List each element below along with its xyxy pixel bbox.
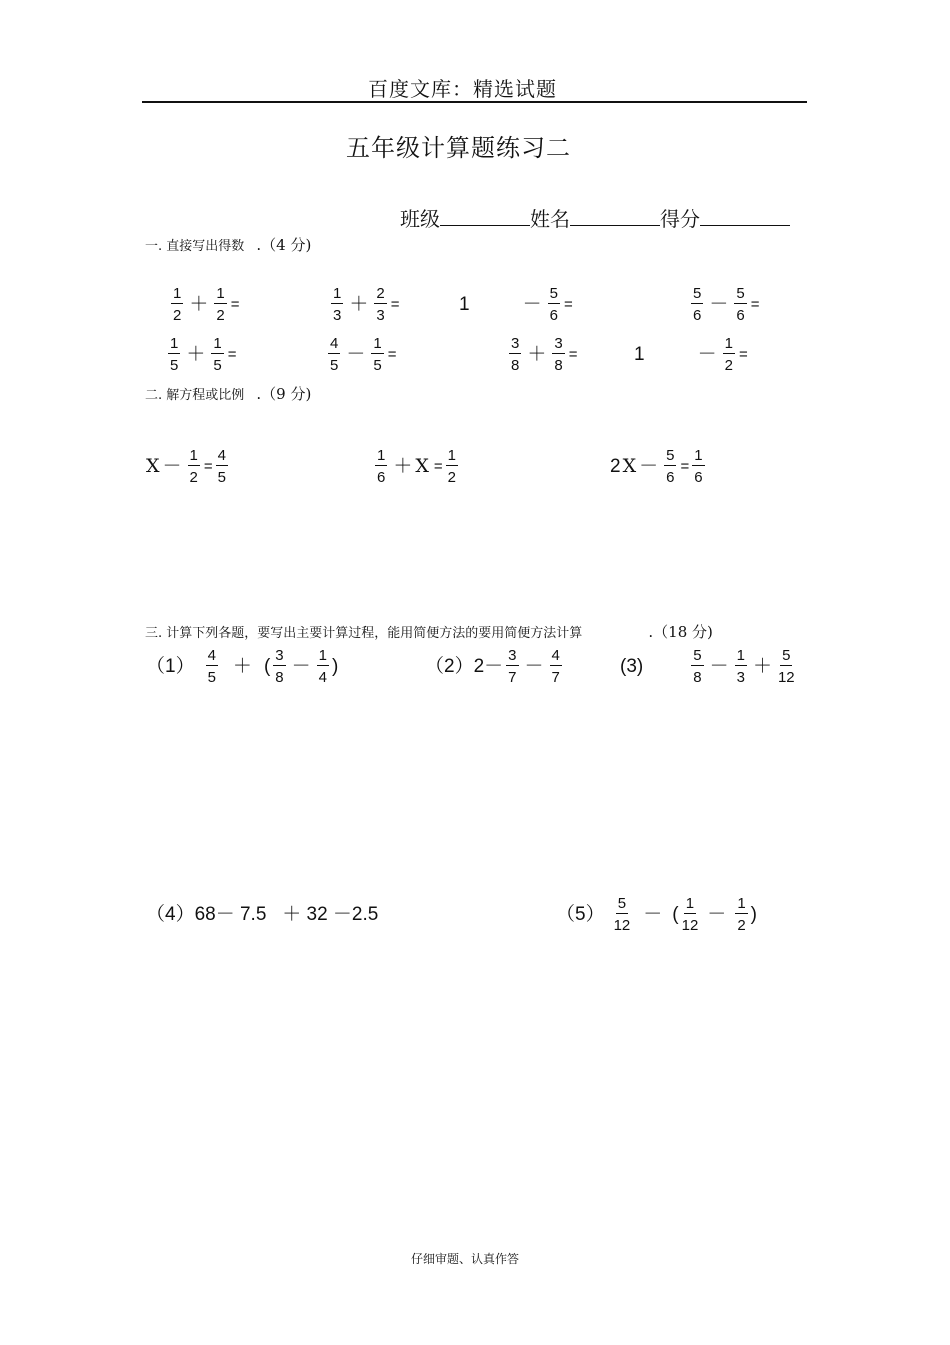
problem-3-1: （1） 4 5 ＋ ( 3 8 － 1 4 ) [146,647,339,686]
equation-2-3: 2 X － $\frac{5}{6}$ = $\frac{1}{6}$ [610,447,703,486]
section-1-heading [145,234,311,255]
name-blank [570,205,660,226]
problem-3-5: （5） 5 12 － ( 1 12 － 1 2 ) [556,895,757,934]
page-header: 百度文库：精选试题 [368,77,557,101]
name-label: 姓名 [530,207,570,231]
problem-1-3: 1 － $\frac{5}{6}$ = [459,285,573,324]
problem-1-2: 1 3 ＋ $\frac{2}{3}$ = [333,285,400,324]
problem-1-8: 1 － $\frac{1}{2}$ = [634,335,748,374]
class-label: 班级 [400,207,440,231]
equation-2-2: 1 6 ＋ X = $\frac{1}{2}$ [377,447,456,486]
section-label: 一. 直接写出得数 [145,239,245,254]
problem-3-4: （4） 68－ 7.5 ＋ 32 －2.5 [146,904,379,925]
problem-1-6: 4 5 － $\frac{1}{5}$ = [330,335,397,374]
section-3-heading [145,621,713,642]
score-blank [700,205,790,226]
section-label: 二. 解方程或比例 [145,388,245,403]
problem-1-4: 5 6 － $\frac{5}{6}$ = [693,285,760,324]
score-label: 得分 [660,207,700,231]
page-title: 五年级计算题练习二 [346,134,571,162]
equation-2-1: X － $\frac{1}{2}$ = $\frac{4}{5}$ [146,447,226,486]
problem-1-5: 1 5 ＋ $\frac{1}{5}$ = [170,335,237,374]
section-2-heading [145,383,311,404]
student-info [400,203,790,232]
problem-1-7: 3 8 ＋ $\frac{3}{8}$ = [511,335,578,374]
header-rule [142,101,807,103]
class-blank [440,205,530,226]
problem-3-2: （2） 2－ 3 7 － 4 7 [425,647,560,686]
problem-1-1: 1 2 ＋ $\frac{1}{2}$ = [173,285,240,324]
problem-3-3: (3) 5 8 － 1 3 ＋ 5 12 [620,647,795,686]
section-score: .（9 分) [256,385,312,403]
section-score: .（4 分) [256,236,312,254]
section-label: 三. 计算下列各题，要写出主要计算过程，能用简便方法的要用简便方法计算 [145,626,583,641]
page-footer: 仔细审题、认真作答 [411,1252,520,1266]
section-score: .（18 分) [648,623,713,641]
